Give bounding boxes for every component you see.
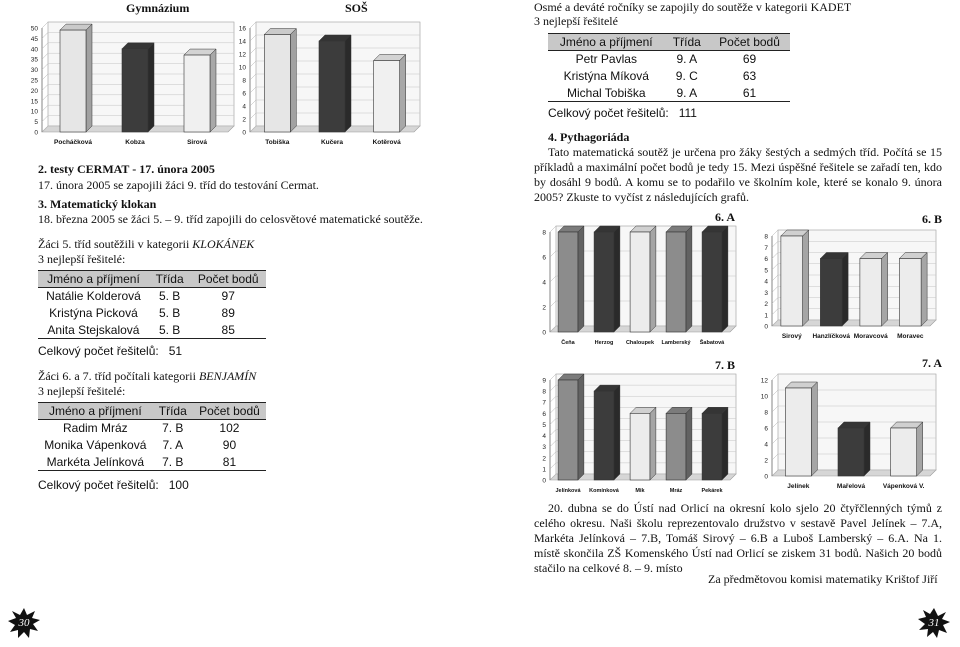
cell-class: 7. B	[162, 421, 184, 436]
benjamin-intro-text: Žáci 6. a 7. tříd počítali kategorii	[38, 369, 199, 383]
signature: Za předmětovou komisi matematiky Krištof Jiří	[708, 572, 938, 586]
x-tick-label: Sirová	[187, 139, 207, 146]
cell-points: 61	[709, 85, 790, 102]
y-tick-label: 7	[764, 244, 768, 252]
kadet-intro: Osmé a deváté ročníky se zapojily do soutěže v kategorii KADET	[534, 0, 852, 14]
cell-class: 9. A	[676, 52, 698, 67]
x-tick-label: Komínková	[589, 488, 619, 494]
y-tick-label: 2	[764, 457, 768, 465]
y-tick-label: 6	[764, 256, 768, 263]
y-tick-label: 0	[34, 129, 38, 137]
column-header-class: Třída	[149, 271, 191, 288]
klokan-heading: 3. Matematický klokan	[38, 197, 157, 211]
bar	[785, 382, 817, 476]
bar	[60, 24, 92, 132]
bar	[184, 49, 216, 132]
x-tick-label: Kučera	[320, 139, 344, 146]
x-tick-label: Pocháčková	[54, 139, 92, 146]
kadet-table	[548, 33, 790, 102]
bar	[702, 407, 728, 480]
benjamin-intro	[38, 369, 256, 384]
cell-name: Petr Pavlas	[575, 52, 637, 67]
table-row	[548, 68, 790, 85]
y-tick-label: 8	[542, 229, 546, 237]
klokanek-intro	[38, 237, 254, 252]
cell-class: 9. C	[675, 69, 698, 83]
chart-6b	[750, 226, 942, 344]
y-tick-label: 45	[30, 35, 38, 43]
y-tick-label: 2	[542, 455, 546, 463]
cell-points: 90	[222, 438, 237, 452]
chart-title-7b: 7. B	[715, 358, 736, 372]
chart-title-gymnazium: Gymnázium	[126, 1, 190, 15]
kadet-subtitle: 3 nejlepší řešitelé	[534, 14, 618, 28]
y-tick-label: 0	[542, 477, 546, 485]
cermat-heading: 2. testy CERMAT - 17. února 2005	[38, 162, 215, 176]
y-tick-label: 1	[542, 466, 546, 474]
bar	[666, 226, 692, 332]
cell-points: 102	[219, 421, 240, 436]
bar	[781, 230, 809, 326]
column-header-name: Jméno a příjmení	[38, 271, 149, 288]
x-tick-label: Čeňa	[561, 340, 575, 346]
x-tick-label: Vápenková V.	[882, 483, 925, 490]
x-tick-label: Sirový	[781, 333, 802, 340]
x-tick-label: Mařelová	[836, 483, 866, 490]
y-tick-label: 10	[238, 64, 246, 72]
klokanek-subtitle: 3 nejlepší řešitelé:	[38, 252, 126, 266]
x-tick-label: Lamberský	[661, 340, 691, 346]
y-tick-label: 8	[764, 409, 768, 417]
y-tick-label: 30	[30, 67, 38, 75]
x-tick-label: Šabatová	[699, 340, 725, 346]
cell-points: 97	[221, 289, 235, 304]
cell-points: 69	[742, 52, 757, 67]
benjamin-subtitle: 3 nejlepší řešitelé:	[38, 384, 126, 398]
x-tick-label: Moravec	[897, 333, 924, 340]
bar	[558, 374, 584, 480]
cell-class: 7. B	[153, 454, 193, 471]
table-row	[38, 288, 266, 305]
cell-name: Michal Tobiška	[548, 85, 665, 102]
table-row	[38, 454, 266, 471]
y-tick-label: 0	[764, 473, 768, 481]
bar	[122, 43, 154, 132]
y-tick-label: 6	[542, 254, 546, 262]
table-row	[548, 85, 790, 102]
column-header-class: Třída	[665, 34, 710, 51]
bar	[666, 407, 692, 480]
table-header-row	[548, 34, 790, 51]
cell-name: Natálie Kolderová	[46, 289, 141, 304]
x-tick-label: Kobza	[125, 139, 145, 146]
benjamin-category: BENJAMÍN	[198, 369, 257, 383]
cell-name: Kristýna Picková	[49, 306, 138, 320]
chart-title-7a: 7. A	[922, 356, 943, 370]
pythagoriada-heading: 4. Pythagoriáda	[548, 130, 630, 144]
bar	[319, 35, 351, 132]
y-tick-label: 16	[238, 25, 246, 33]
cell-points: 85	[190, 322, 266, 339]
cell-class: 5. B	[149, 322, 191, 339]
cermat-text: 17. února 2005 se zapojili žáci 9. tříd do testování Cermat.	[38, 178, 319, 192]
benjamin-table	[38, 402, 266, 471]
bar	[702, 226, 728, 332]
bar	[630, 407, 656, 480]
klokanek-intro-text: Žáci 5. tříd soutěžili v kategorii	[38, 237, 193, 251]
bar	[891, 422, 923, 476]
column-header-points: Počet bodů	[193, 403, 266, 420]
bar	[899, 253, 927, 327]
pythagoriada-text: Tato matematická soutěž je určena pro žáky šestých a sedmých tříd. Počítá se 15 příkladů a maximální počet bodů je tedy 15. Mezi úspěšné řešitele se zařadí ten, kdo by dosáhl 9 bodů. A komu se to podařilo ve školním kole, které se konalo 9. února 2005? Zkuste to vyčíst z následujících grafů.	[534, 145, 942, 204]
bar	[594, 226, 620, 332]
y-tick-label: 4	[542, 433, 546, 441]
y-tick-label: 6	[542, 410, 546, 418]
y-tick-label: 12	[238, 51, 246, 59]
y-tick-label: 4	[764, 441, 768, 449]
x-tick-label: Moravcová	[853, 333, 888, 340]
cell-class: 7. A	[162, 438, 184, 452]
column-header-name: Jméno a příjmení	[38, 403, 153, 420]
column-header-points: Počet bodů	[190, 271, 266, 288]
klokanek-table	[38, 270, 266, 339]
y-tick-label: 4	[242, 103, 246, 111]
table-header-row	[38, 271, 266, 288]
page-number-left	[6, 605, 42, 641]
y-tick-label: 2	[542, 304, 546, 312]
chart-7b	[528, 370, 742, 498]
page-number-text: 30	[18, 617, 30, 629]
x-tick-label: Mik	[635, 488, 645, 494]
x-tick-label: Jelínek	[787, 483, 810, 490]
cell-class: 5. B	[158, 289, 181, 304]
bar	[264, 29, 296, 133]
y-tick-label: 25	[30, 77, 38, 85]
benjamin-total: Celkový počet řešitelů: 100	[38, 478, 189, 492]
closing-text: 20. dubna se do Ústí nad Orlicí na okresní kolo sjelo 20 čtyřčlenných týmů z celého okresu. Naši školu reprezentovalo družstvo v sestavě Pavel Jelínek – 7.A, Markéta Jelínková – 7.B, Tomáš Sirový – 6.B a Luboš Lamberský – 6.A. Na 1. místě skončila ZŠ Komenského Ústí nad Orlicí se ziskem 31 bodů. Našich 20 bodů stačilo na celkové 8. – 9. místo	[534, 501, 942, 575]
y-tick-label: 12	[760, 377, 768, 385]
bar	[860, 253, 888, 327]
chart-sos	[228, 18, 426, 150]
cell-name: Radim Mráz	[62, 421, 128, 436]
bar	[594, 385, 620, 480]
kadet-total: Celkový počet řešitelů: 111	[548, 106, 697, 120]
y-tick-label: 10	[30, 108, 38, 116]
cell-points: 81	[193, 454, 266, 471]
y-tick-label: 9	[542, 377, 546, 385]
y-tick-label: 50	[30, 25, 38, 33]
y-tick-label: 4	[542, 279, 546, 287]
table-row	[38, 322, 266, 339]
cell-points: 63	[742, 69, 757, 83]
y-tick-label: 5	[34, 119, 38, 127]
column-header-points: Počet bodů	[709, 34, 790, 51]
chart-6a	[528, 222, 742, 350]
y-tick-label: 8	[764, 233, 768, 241]
x-tick-label: Pekárek	[701, 488, 723, 494]
y-tick-label: 5	[764, 267, 768, 275]
column-header-class: Třída	[153, 403, 193, 420]
y-tick-label: 40	[30, 46, 38, 54]
y-tick-label: 1	[764, 312, 768, 320]
y-tick-label: 5	[542, 421, 546, 429]
bar	[558, 226, 584, 332]
x-tick-label: Chaloupek	[625, 340, 655, 346]
x-tick-label: Herzog	[594, 340, 614, 346]
y-tick-label: 2	[764, 301, 768, 308]
y-tick-label: 2	[242, 116, 246, 124]
bar	[838, 422, 870, 476]
table-row	[548, 51, 790, 68]
y-tick-label: 20	[30, 87, 38, 95]
y-tick-label: 8	[242, 77, 246, 85]
cell-class: 5. B	[158, 306, 181, 320]
klokanek-category: KLOKÁNEK	[192, 237, 255, 251]
cell-class: 9. A	[665, 85, 710, 102]
klokan-text: 18. března 2005 se žáci 5. – 9. tříd zapojili do celosvětové matematické soutěže.	[38, 212, 423, 226]
y-tick-label: 6	[764, 425, 768, 433]
bar	[820, 253, 848, 327]
table-row	[38, 305, 266, 322]
x-tick-label: Hanzlíčková	[812, 333, 851, 340]
bar	[630, 226, 656, 332]
cell-name: Kristýna Míková	[563, 69, 649, 83]
table-row	[38, 420, 266, 437]
y-tick-label: 35	[30, 56, 38, 64]
cell-name: Monika Vápenková	[44, 438, 147, 452]
bar	[374, 55, 406, 133]
y-tick-label: 7	[542, 399, 546, 407]
y-tick-label: 4	[764, 278, 768, 286]
y-tick-label: 0	[764, 323, 768, 331]
x-tick-label: Mráz	[669, 488, 683, 494]
chart-title-6a: 6. A	[715, 210, 736, 224]
chart-gymnazium	[20, 18, 240, 150]
y-tick-label: 10	[760, 393, 768, 401]
table-header-row	[38, 403, 266, 420]
chart-title-6b: 6. B	[922, 212, 943, 226]
y-tick-label: 0	[542, 329, 546, 337]
y-tick-label: 3	[542, 444, 546, 452]
cell-points: 89	[221, 306, 235, 320]
y-tick-label: 0	[242, 129, 246, 137]
cell-name: Markéta Jelínková	[38, 454, 153, 471]
x-tick-label: Jelínková	[555, 488, 581, 494]
chart-7a	[750, 370, 942, 494]
cell-name: Anita Stejskalová	[38, 322, 149, 339]
table-row	[38, 437, 266, 454]
page-number-text: 31	[928, 617, 940, 629]
y-tick-label: 3	[764, 289, 768, 297]
x-tick-label: Kotěrová	[372, 139, 401, 146]
y-tick-label: 6	[242, 90, 246, 98]
y-tick-label: 15	[30, 98, 38, 106]
page-number-right	[916, 605, 952, 641]
klokanek-total: Celkový počet řešitelů: 51	[38, 344, 183, 358]
y-tick-label: 14	[238, 38, 246, 46]
y-tick-label: 8	[542, 388, 546, 396]
column-header-name: Jméno a příjmení	[548, 34, 665, 51]
chart-title-sos: SOŠ	[345, 1, 368, 15]
x-tick-label: Tobiška	[265, 139, 290, 146]
